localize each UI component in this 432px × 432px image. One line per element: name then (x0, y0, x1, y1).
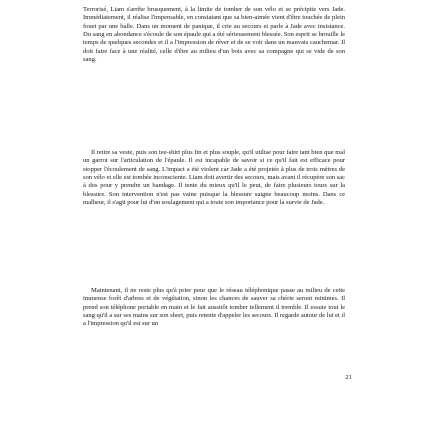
paragraph-1 (83, 6, 345, 64)
paragraph-text: Terrorisé, Liam s'arrête brusquement, à la limite de tomber de son vélo et se précipite vers Jade. Immédiatement, il réalise l'impensable, en constatant que sa bien-aimée vient d'être touchée de plein fouet par une balle. Dans un moment de panique, il crie au secours et parle à Jade avec insistance. Du sang en abondance s'écoule de son épaule qui a été sérieusement blessée. Son esprit se brouille le temps de quelques secondes et il a l'impression de rêver et de se voir dans un mauvais cauchemar. Il doit faire face à une réalité, celle d'être au milieu d'un bois avec sa compagne qui se vide de son sang. (83, 6, 345, 64)
paragraph-2 (83, 149, 345, 207)
page-number: 21 (345, 374, 352, 381)
paragraph-3 (83, 287, 345, 329)
paragraph-text: Maintenant, il ne reste plus qu'à prier pour que le réseau téléphonique passe au milieu de cette immense forêt d'arbres et de végétation, sinon les chances de sauver sa chérie seront minimes. Il prend son téléphone portable en main et le fait aussitôt tomber tellement il tremble. Il essuie tout le sang qu'il a sur ses mains sur son short, puis retente d'appeler les secours. Il regarde autour de lui et il a l'impression qu'il est sur un (83, 287, 345, 328)
paragraph-text: Il retire sa veste, puis son tee-shirt plus fin et plus souple, qu'il utilise pour faire tant bien que mal un garrot sur l'articulation de l'épaule. Il est incapable de savoir si ce qu'il fait est efficace pour stopper l'écoulement de sang. L'impact a été violent car Jade a été projetée à plus de trois mètres de son vélo et elle est tombée inconsciente. Liam doit avertir des secours, mais avant il récupère son sac à dos pour y prendre un bandage. Il tente du mieux qu'il le peut, de faire plusieurs tours sur la blessure. Son intervention n'est pas vaine puisque la blessure saigne beaucoup moins. Dans ce malheur, il s'agit pour lui d'un soulagement qui a toute son importance pour la survie de Jade. (83, 149, 345, 207)
